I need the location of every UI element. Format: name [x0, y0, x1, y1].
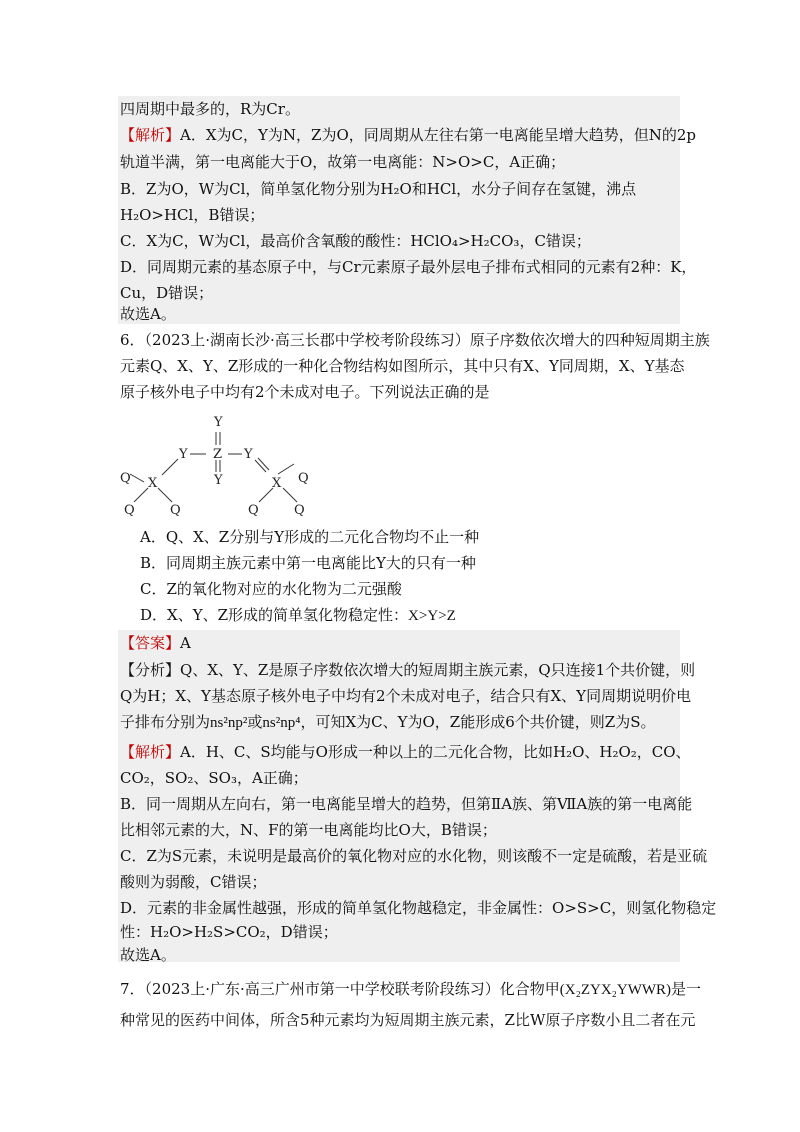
- q7-stem-line-2: 种常见的医药中间体，所含5种元素均为短周期主族元素，Z比W原子序数小且二者在元: [120, 1011, 696, 1029]
- jiexi-tag: 【解析】: [120, 126, 181, 144]
- atom-q-5: Q: [248, 503, 259, 518]
- q7-stem-line-1: 7．（2023上·广东·高三广州市第一中学校联考阶段练习）化合物甲(X₂ZYX₂YWWR)是一: [120, 980, 702, 998]
- q6-stem-line-2: 元素Q、X、Y、Z形成的一种化合物结构如图所示，其中只有X、Y同周期，X、Y基态: [120, 357, 685, 375]
- prev-conclusion: 故选A。: [120, 305, 176, 323]
- prev-jiexi-line-4: H₂O>HCl，B错误；: [120, 206, 265, 224]
- analysis-tag: 【分析】: [120, 661, 181, 679]
- formula-ns2np4: ns²np⁴: [262, 715, 301, 731]
- prev-jiexi-line-6: D．同周期元素的基态原子中，与Cr元素原子最外层电子排布式相同的元素有2种：K，: [120, 258, 697, 276]
- prev-continuation: 四周期中最多的，R为Cr。: [120, 100, 300, 118]
- jiexi-line-7: D．元素的非金属性越强，形成的简单氢化物越稳定，非金属性：O>S>C，则氢化物稳定: [120, 899, 717, 917]
- prev-jiexi-line-1: 【解析】A．X为C，Y为N，Z为O，同周期从左往右第一电离能呈增大趋势，但N的2p: [120, 126, 697, 144]
- atom-y-right: Y: [244, 447, 253, 462]
- prev-jiexi-line-3: B．Z为O，W为Cl，简单氢化物分别为H₂O和HCl，水分子间存在氢键，沸点: [120, 180, 637, 198]
- jiexi-line-5: C．Z为S元素，未说明是最高价的氧化物对应的水化物，则该酸不一定是硫酸，若是亚硫: [120, 847, 708, 865]
- atom-q-6: Q: [294, 503, 305, 518]
- formula-ns2np2: ns²np²: [210, 715, 248, 731]
- jiexi-line-3: B．同一周期从左向右，第一电离能呈增大的趋势，但第ⅡA族、第ⅦA族的第一电离能: [120, 795, 693, 813]
- answer-line: [120, 633, 191, 653]
- answer-tag: 【答案】: [120, 634, 181, 652]
- atom-q-1: Q: [120, 471, 131, 486]
- jiexi-line-2: CO₂，SO₂、SO₃，A正确；: [120, 769, 308, 787]
- analysis-line-1: 【分析】Q、X、Y、Z是原子序数依次增大的短周期主族元素，Q只连接1个共价键，则: [120, 661, 696, 679]
- jiexi-conclusion: 故选A。: [120, 946, 176, 964]
- prev-jiexi-line-7: Cu，D错误；: [120, 284, 214, 302]
- option-d: D．X、Y、Z形成的简单氢化物稳定性：X>Y>Z: [140, 606, 456, 624]
- jiexi-tag-2: 【解析】: [120, 743, 181, 761]
- atom-x-left: X: [148, 476, 158, 491]
- atom-y-left: Y: [179, 447, 188, 462]
- prev-jiexi-line-2: 轨道半满，第一电离能大于O，故第一电离能：N>O>C，A正确；: [120, 153, 566, 171]
- atom-q-2: Q: [124, 503, 135, 518]
- atom-q-3: Q: [170, 503, 181, 518]
- jiexi-line-8: 性：H₂O>H₂S>CO₂，D错误；: [120, 923, 338, 941]
- prev-jiexi-line-5: C．X为C，W为Cl，最高价含氧酸的酸性：HClO₄>H₂CO₃，C错误；: [120, 232, 591, 250]
- q6-stem-line-1: 6．（2023上·湖南长沙·高三长郡中学校考阶段练习）原子序数依次增大的四种短周期主族: [120, 331, 710, 349]
- answer-value: A: [180, 634, 191, 652]
- q7-formula: (X₂ZYX₂YWWR): [559, 982, 672, 998]
- jiexi-line-1: 【解析】A．H、C、S均能与O形成一种以上的二元化合物，比如H₂O、H₂O₂，CO、: [120, 743, 691, 761]
- q6-stem-line-3: 原子核外电子中均有2个未成对电子。下列说法正确的是: [120, 383, 490, 401]
- option-b: B．同周期主族元素中第一电离能比Y大的只有一种: [140, 554, 476, 572]
- option-a: A．Q、X、Z分别与Y形成的二元化合物均不止一种: [140, 528, 480, 546]
- atom-x-right: X: [272, 476, 282, 491]
- atom-z: Z: [213, 447, 223, 462]
- analysis-line-2: Q为H；X、Y基态原子核外电子中均有2个未成对电子，结合只有X、Y同周期说明价电: [120, 687, 692, 705]
- atom-y-bottom: Y: [214, 473, 223, 488]
- jiexi-line-6: 酸则为弱酸，C错误；: [120, 873, 267, 891]
- molecule-structure-diagram: [118, 412, 338, 522]
- option-c: C．Z的氧化物对应的水化物为二元强酸: [140, 580, 402, 598]
- atom-q-4: Q: [298, 471, 309, 486]
- analysis-line-3: 子排布分别为ns²np²或ns²np⁴，可知X为C、Y为O，Z能形成6个共价键，则Z为S。: [120, 713, 656, 731]
- jiexi-line-4: 比相邻元素的大，N、F的第一电离能均比O大，B错误；: [120, 821, 497, 839]
- atom-y-top: Y: [214, 415, 223, 430]
